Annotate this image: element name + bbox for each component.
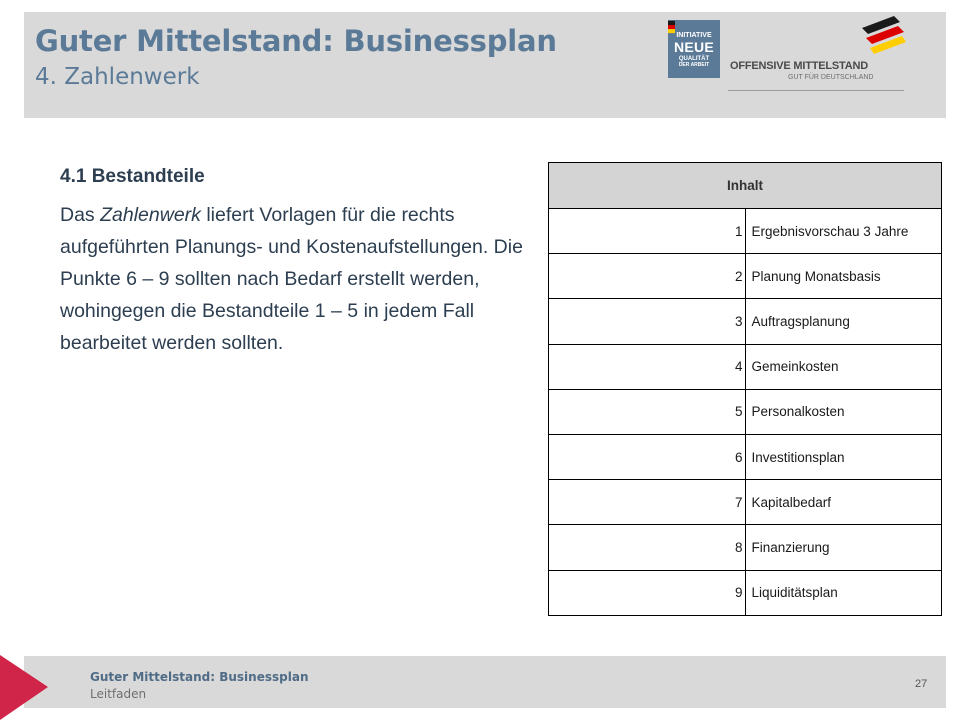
table-row (549, 344, 942, 389)
german-flag-icon (668, 20, 675, 34)
row-number: 1 (549, 209, 746, 254)
row-number: 4 (549, 344, 746, 389)
table-row (549, 525, 942, 570)
row-number: 9 (549, 570, 746, 615)
row-label: Gemeinkosten (745, 344, 942, 389)
row-number: 5 (549, 389, 746, 434)
initiative-logo-line4: DER ARBEIT (678, 62, 710, 68)
row-label: Ergebnisvorschau 3 Jahre (745, 209, 942, 254)
body-text-start: Das (60, 204, 101, 226)
table-row (549, 299, 942, 344)
offensive-logo-tagline: GUT FÜR DEUTSCHLAND (788, 74, 874, 81)
row-label: Personalkosten (745, 389, 942, 434)
table-row (549, 570, 942, 615)
footer-arrow-icon (0, 655, 60, 720)
row-number: 7 (549, 480, 746, 525)
initiative-neue-qualitaet-logo (668, 20, 720, 78)
offensive-logo-name: OFFENSIVE MITTELSTAND (730, 60, 868, 72)
contents-table (548, 162, 942, 616)
offensive-mittelstand-logo (728, 14, 908, 94)
table-row (549, 209, 942, 254)
row-number: 3 (549, 299, 746, 344)
section-body-text (60, 199, 530, 359)
table-row (549, 434, 942, 479)
body-text-rest: liefert Vorlagen für die rechts aufgeführten Planungs- und Kostenaufstellungen. Die Punkte 6 – 9 sollten nach Bedarf erstellt werden, wohingegen die Bestandteile 1 – 5 in jedem Fall bearbeitet werden sollten. (60, 204, 523, 354)
footer-subtitle: Leitfaden (90, 687, 147, 701)
table-row (549, 480, 942, 525)
initiative-logo-line2: NEUE (673, 39, 715, 55)
initiative-logo-box (668, 20, 720, 78)
row-number: 6 (549, 434, 746, 479)
row-label: Planung Monatsbasis (745, 254, 942, 299)
table-row (549, 389, 942, 434)
initiative-logo-line3: QUALITÄT (678, 56, 710, 62)
row-number: 8 (549, 525, 746, 570)
table-header-row (549, 163, 942, 209)
row-label: Auftragsplanung (745, 299, 942, 344)
slide-subtitle: 4. Zahlenwerk (35, 64, 200, 90)
row-label: Finanzierung (745, 525, 942, 570)
section-heading: 4.1 Bestandteile (60, 166, 205, 187)
row-number: 2 (549, 254, 746, 299)
row-label: Investitionsplan (745, 434, 942, 479)
slide-title: Guter Mittelstand: Businessplan (35, 24, 557, 58)
logo-divider (728, 90, 904, 91)
row-label: Liquiditätsplan (745, 570, 942, 615)
flag-swoosh-icon (856, 14, 906, 56)
page-number: 27 (915, 678, 928, 690)
footer-title: Guter Mittelstand: Businessplan (90, 670, 309, 684)
body-text-emphasis: Zahlenwerk (100, 204, 201, 226)
table-header-cell: Inhalt (549, 163, 942, 209)
table-row (549, 254, 942, 299)
initiative-logo-line1: INITIATIVE (676, 32, 712, 39)
row-label: Kapitalbedarf (745, 480, 942, 525)
